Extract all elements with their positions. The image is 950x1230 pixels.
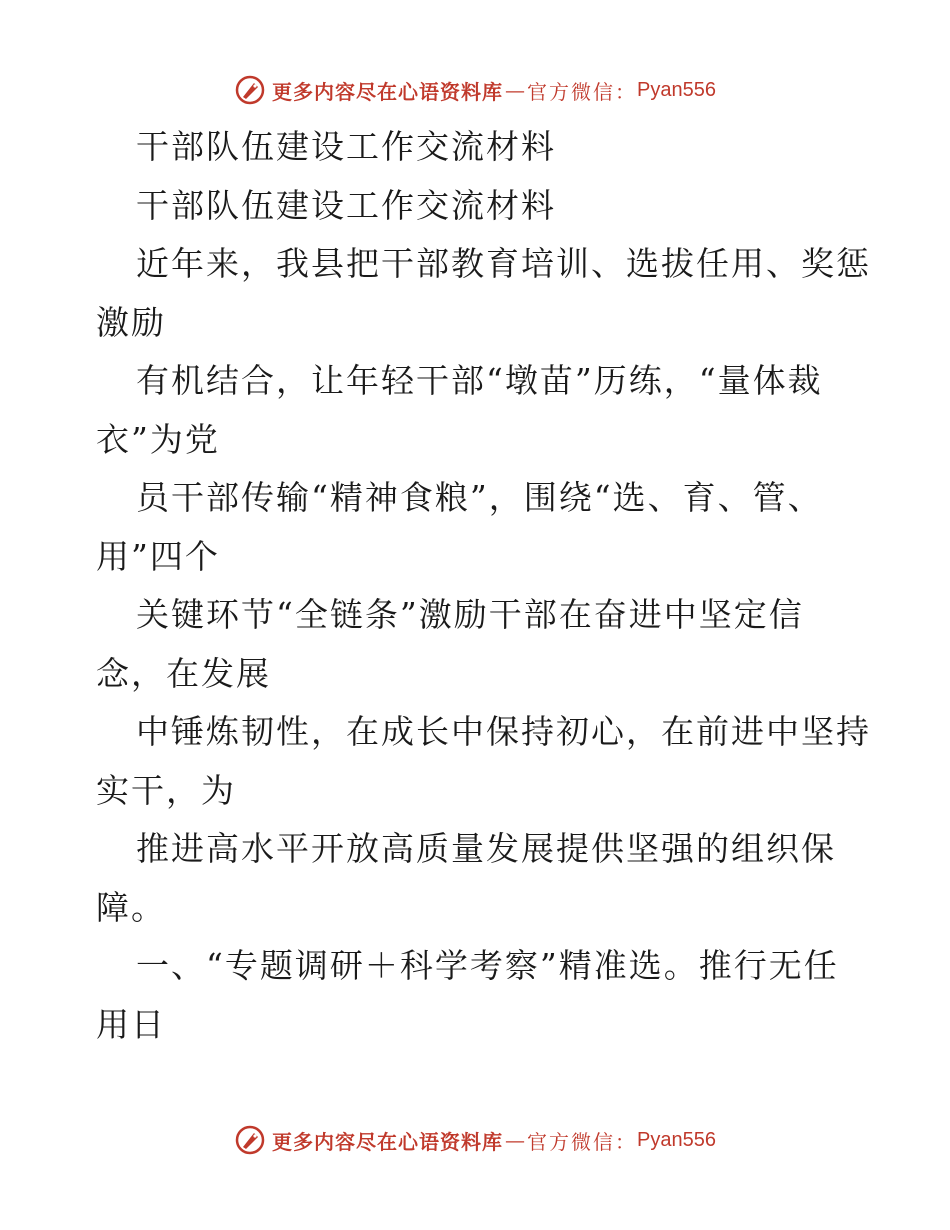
paragraph-line: 有机结合，让年轻干部“墩苗”历练，“量体裁: [136, 361, 823, 400]
doc-title: 干部队伍建设工作交流材料: [136, 127, 556, 166]
paragraph-line: 推进高水平开放高质量发展提供坚强的组织保: [136, 829, 836, 868]
document-body: [96, 118, 871, 1054]
pen-nib-seal-icon: [234, 74, 266, 106]
paragraph-line: 实干，为: [96, 770, 236, 810]
paragraph-line: 员干部传输“精神食粮”，围绕“选、育、管、: [136, 478, 823, 517]
watermark-banner-top: [0, 70, 950, 110]
watermark-handle: Pyan556: [637, 78, 716, 101]
doc-subtitle: 干部队伍建设工作交流材料: [136, 185, 556, 225]
paragraph-line: 中锤炼韧性，在成长中保持初心，在前进中坚持: [136, 712, 871, 751]
watermark-banner-bottom: [0, 1120, 950, 1160]
pen-nib-seal-icon: [234, 1124, 266, 1156]
watermark-dash: —: [505, 1128, 526, 1152]
paragraph-line: 念，在发展: [96, 653, 271, 693]
watermark-brand: 更多内容尽在心语资料库: [272, 79, 504, 104]
watermark-brand: 更多内容尽在心语资料库: [272, 1129, 504, 1154]
paragraph-line: 激励: [96, 302, 166, 342]
watermark-handle: Pyan556: [637, 1128, 716, 1151]
paragraph-line: 障。: [96, 887, 166, 927]
watermark-dash: —: [505, 78, 526, 102]
watermark-official-label: 官方微信：: [527, 1129, 638, 1154]
paragraph-line: 关键环节“全链条”激励干部在奋进中坚定信: [136, 595, 804, 634]
paragraph-line: 用”四个: [96, 536, 220, 576]
paragraph-line: 衣”为党: [96, 419, 220, 459]
watermark-official-label: 官方微信：: [527, 79, 638, 104]
paragraph-line: 近年来，我县把干部教育培训、选拔任用、奖惩: [136, 244, 871, 283]
paragraph-line: 用日: [96, 1004, 166, 1044]
section-heading-line: 一、“专题调研＋科学考察”精准选。推行无任: [136, 946, 839, 985]
